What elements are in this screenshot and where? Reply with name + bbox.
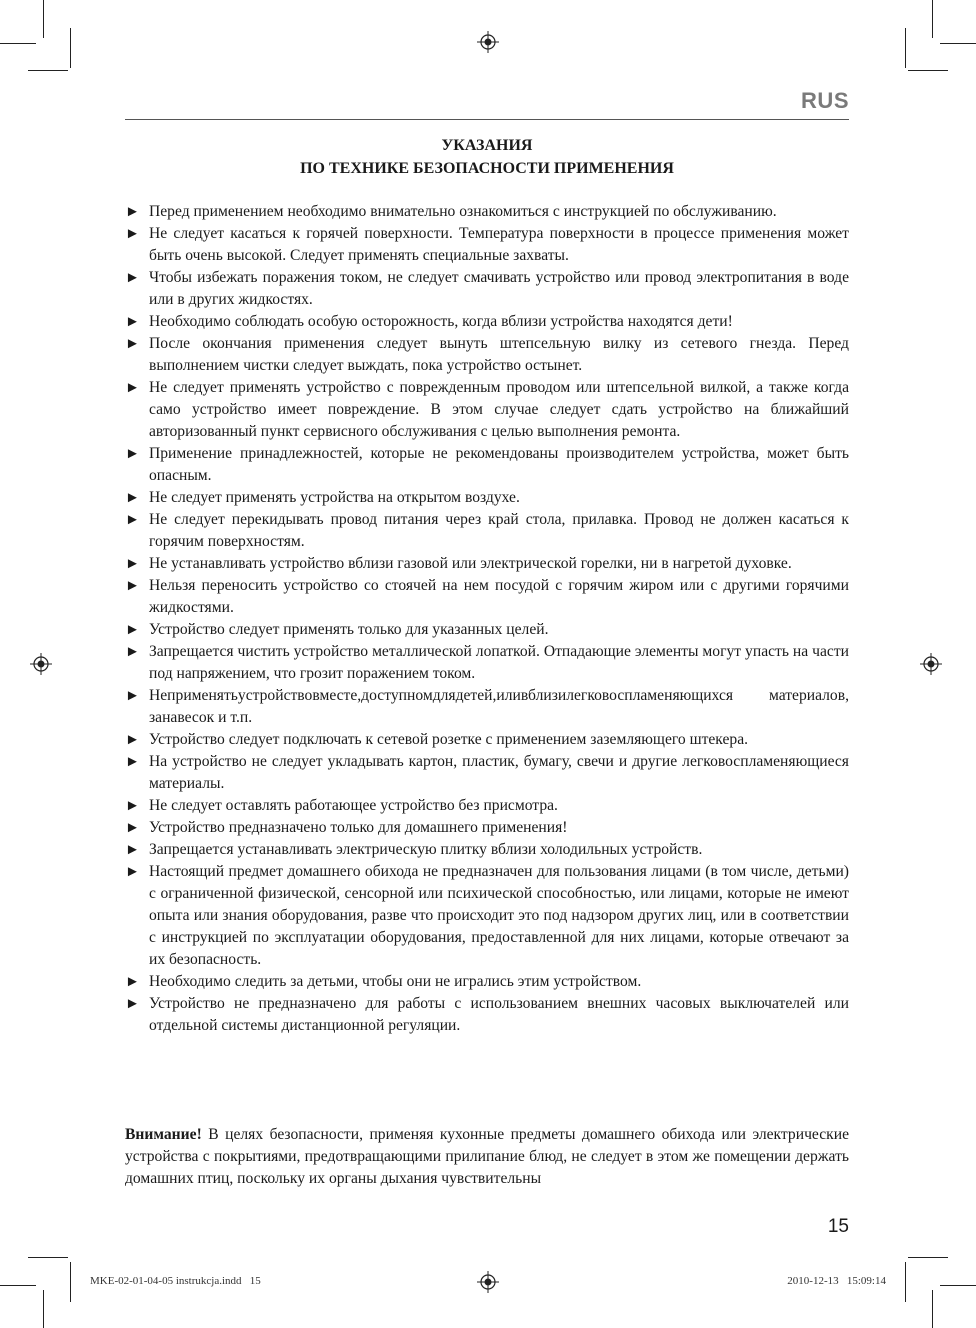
bullet-marker: ► <box>125 754 140 770</box>
list-item <box>125 201 849 223</box>
list-item-text: Устройство предназначено только для домашнего применения! <box>149 819 568 836</box>
crop-mark <box>908 70 948 71</box>
bullet-marker: ► <box>125 226 140 242</box>
file-slug: MKE-02-01-04-05 instrukcja.indd 15 <box>90 1275 261 1287</box>
bullet-marker: ► <box>125 336 140 352</box>
crop-mark <box>70 28 71 68</box>
list-item <box>125 377 849 443</box>
bullet-marker: ► <box>125 556 140 572</box>
crop-mark <box>28 70 68 71</box>
list-item-text: Применение принадлежностей, которые не рекомендованы производителем устройства, может быть опасным. <box>149 445 849 484</box>
list-item-text: Неприменятьустройствовместе,доступномдлядетей,иливблизилегковоспламеняющихся материалов, занавесок и т.п. <box>149 687 849 726</box>
list-item <box>125 971 849 993</box>
page-number: 15 <box>827 1216 849 1237</box>
list-item-text: Устройство следует применять только для указанных целей. <box>149 621 549 638</box>
crop-mark <box>932 0 933 38</box>
list-item <box>125 751 849 795</box>
list-item <box>125 575 849 619</box>
list-item <box>125 443 849 487</box>
crop-mark <box>43 1290 44 1328</box>
registration-target-icon <box>920 653 942 675</box>
language-code: RUS <box>801 88 849 113</box>
list-item-text: Не следует касаться к горячей поверхности. Температура поверхности в процессе применения может быть очень высокой. Следует применять специальные захваты. <box>149 225 849 264</box>
bullet-marker: ► <box>125 578 140 594</box>
list-item-text: Настоящий предмет домашнего обихода не предназначен для пользования лицами (в том числе, детьми) с ограниченной физической, сенсорной или психической способностью, или лицами, которые не имеют опыта или знания оборудования, разве что происходит это под надзором других лиц, или в соответствии с инструкцией по эксплуатации оборудования, предоставленной для них лицами, которые отвечают за их безопасность. <box>149 863 849 968</box>
list-item-text: Перед применением необходимо внимательно ознакомиться с инструкцией по обслуживанию. <box>149 203 777 220</box>
bullet-marker: ► <box>125 490 140 506</box>
list-item-text: На устройство не следует укладывать картон, пластик, бумагу, свечи и другие легковоспламеняющиеся материалы. <box>149 753 849 792</box>
bullet-marker: ► <box>125 512 140 528</box>
list-item-text: Запрещается чистить устройство металлической лопаткой. Отпадающие элементы могут упасть на части под напряжением, что грозит поражением током. <box>149 643 849 682</box>
list-item-text: Не следует применять устройство с поврежденным проводом или штепсельной вилкой, а также когда само устройство имеет повреждение. В этом случае следует сдать устройство на ближайший авторизованный пункт сервисного обслуживания с целью выполнения ремонта. <box>149 379 849 440</box>
list-item-text: Не устанавливать устройство вблизи газовой или электрической горелки, ни в нагретой духовке. <box>149 555 792 572</box>
list-item-text: Запрещается устанавливать электрическую плитку вблизи холодильных устройств. <box>149 841 703 858</box>
list-item-text: Чтобы избежать поражения током, не следует смачивать устройство или провод электропитания в воде или в других жидкостях. <box>149 269 849 308</box>
crop-mark <box>905 28 906 68</box>
bullet-marker: ► <box>125 732 140 748</box>
list-item <box>125 861 849 971</box>
bullet-marker: ► <box>125 842 140 858</box>
warning-label: Внимание! <box>125 1126 202 1143</box>
crop-mark <box>932 1290 933 1328</box>
list-item-text: Не следует оставлять работающее устройство без присмотра. <box>149 797 558 814</box>
registration-target-icon <box>477 31 499 53</box>
list-item-text: Устройство следует подключать к сетевой розетке с применением заземляющего штекера. <box>149 731 749 748</box>
crop-mark <box>0 43 36 44</box>
list-item-text: Необходимо соблюдать особую осторожность, когда вблизи устройства находятся дети! <box>149 313 733 330</box>
bullet-marker: ► <box>125 688 140 704</box>
crop-mark <box>28 1257 68 1258</box>
list-item <box>125 267 849 311</box>
list-item <box>125 509 849 553</box>
bullet-marker: ► <box>125 270 140 286</box>
list-item <box>125 553 849 575</box>
list-item-text: Не следует перекидывать провод питания через край стола, прилавка. Провод не должен касаться к горячим поверхностям. <box>149 511 849 550</box>
crop-mark <box>43 0 44 38</box>
list-item <box>125 817 849 839</box>
crop-mark <box>70 1262 71 1302</box>
list-item <box>125 641 849 685</box>
print-timestamp: 2010-12-13 15:09:14 <box>787 1275 886 1287</box>
list-item-text: После окончания применения следует вынуть штепсельную вилку из сетевого гнезда. Перед выполнением чистки следует выждать, пока устройство остынет. <box>149 335 849 374</box>
crop-mark <box>940 1285 976 1286</box>
bullet-marker: ► <box>125 798 140 814</box>
list-item <box>125 729 849 751</box>
bullet-marker: ► <box>125 622 140 638</box>
crop-mark <box>905 1262 906 1302</box>
crop-mark <box>940 43 976 44</box>
bullet-marker: ► <box>125 996 140 1012</box>
bullet-marker: ► <box>125 380 140 396</box>
list-item-text: Устройство не предназначено для работы с использованием внешних часовых выключателей или отдельной системы дистанционной регуляции. <box>149 995 849 1034</box>
bullet-marker: ► <box>125 204 140 220</box>
list-item <box>125 839 849 861</box>
list-item <box>125 685 849 729</box>
warning-paragraph <box>125 1124 849 1190</box>
page-title <box>125 134 849 180</box>
list-item-text: Необходимо следить за детьми, чтобы они не игрались этим устройством. <box>149 973 642 990</box>
safety-instructions-list <box>125 201 849 1037</box>
crop-mark <box>908 1257 948 1258</box>
list-item-text: Не следует применять устройства на открытом воздухе. <box>149 489 520 506</box>
list-item <box>125 223 849 267</box>
bullet-marker: ► <box>125 446 140 462</box>
bullet-marker: ► <box>125 974 140 990</box>
list-item <box>125 487 849 509</box>
bullet-marker: ► <box>125 864 140 880</box>
registration-target-icon <box>477 1271 499 1293</box>
crop-mark <box>0 1285 36 1286</box>
bullet-marker: ► <box>125 644 140 660</box>
warning-text: В целях безопасности, применяя кухонные предметы домашнего обихода или электрические устройства с покрытиями, предотвращающими прилипание блюд, не следует в этом же помещении держать домашних птиц, поскольку их органы дыхания чувствительны <box>125 1126 849 1187</box>
bullet-marker: ► <box>125 314 140 330</box>
list-item <box>125 993 849 1037</box>
list-item <box>125 619 849 641</box>
list-item-text: Нельзя переносить устройство со стоячей на нем посудой с горячим жиром или с другими горячими жидкостями. <box>149 577 849 616</box>
registration-target-icon <box>30 653 52 675</box>
list-item <box>125 795 849 817</box>
title-line-2: ПО ТЕХНИКЕ БЕЗОПАСНОСТИ ПРИМЕНЕНИЯ <box>300 160 674 177</box>
list-item <box>125 311 849 333</box>
title-line-1: УКАЗАНИЯ <box>441 137 533 154</box>
list-item <box>125 333 849 377</box>
header-rule <box>125 119 849 120</box>
bullet-marker: ► <box>125 820 140 836</box>
